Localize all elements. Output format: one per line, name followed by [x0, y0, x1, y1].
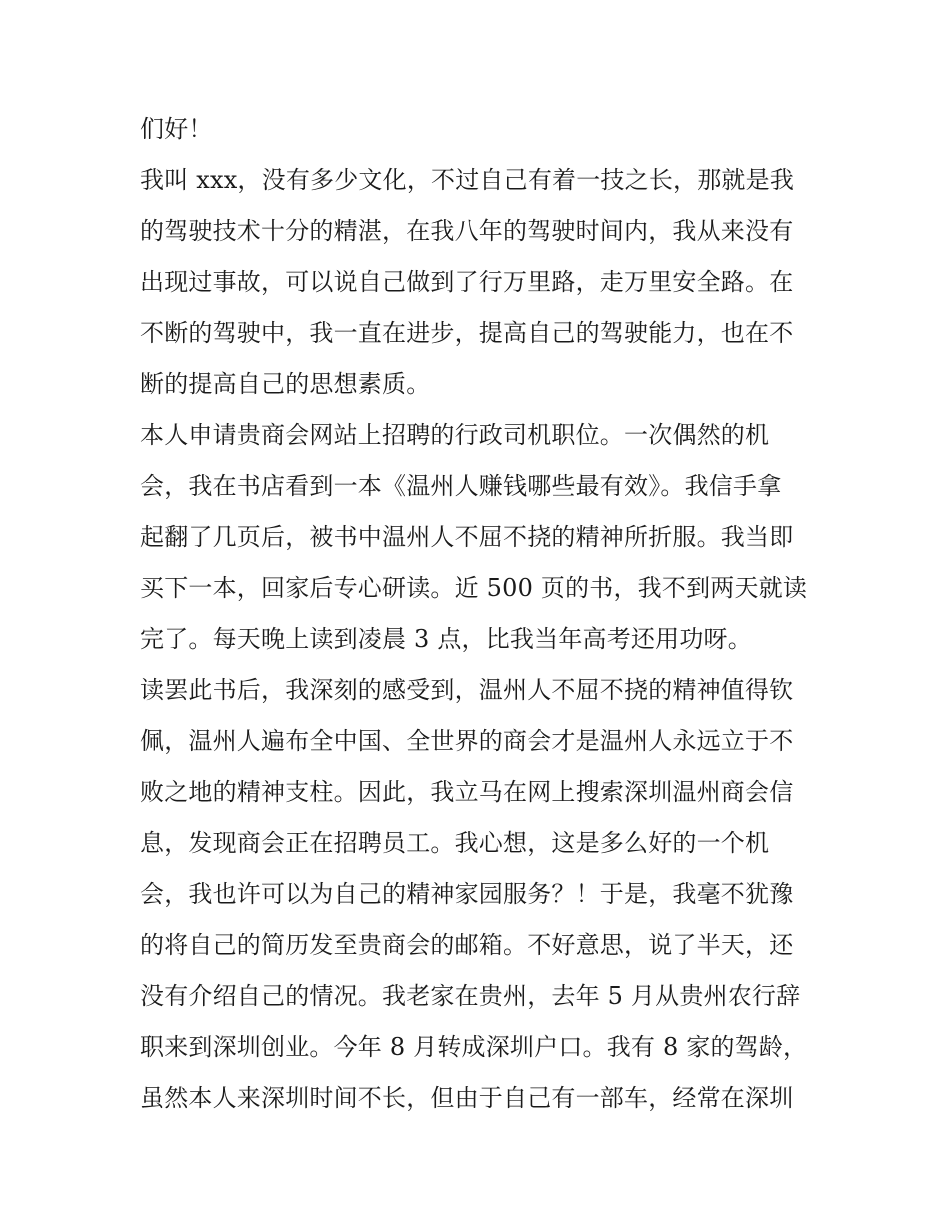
- text-line: 本人申请贵商会网站上招聘的行政司机职位。一次偶然的机: [140, 421, 770, 449]
- text-line: 读罢此书后，我深刻的感受到，温州人不屈不挠的精神值得钦: [140, 676, 794, 704]
- text-line: 会，我也许可以为自己的精神家园服务？！于是，我毫不犹豫: [140, 880, 794, 908]
- text-line: 完了。每天晚上读到凌晨 3 点，比我当年高考还用功呀。: [140, 625, 752, 653]
- text-line: 没有介绍自己的情况。我老家在贵州，去年 5 月从贵州农行辞: [140, 982, 801, 1010]
- text-line: 断的提高自己的思想素质。: [140, 370, 431, 398]
- text-line: 息，发现商会正在招聘员工。我心想，这是多么好的一个机: [140, 829, 770, 857]
- text-line: 我叫 xxx，没有多少文化，不过自己有着一技之长，那就是我: [140, 166, 795, 194]
- text-line: 们好！: [140, 115, 213, 143]
- text-line: 起翻了几页后，被书中温州人不屈不挠的精神所折服。我当即: [140, 523, 794, 551]
- text-line: 不断的驾驶中，我一直在进步，提高自己的驾驶能力，也在不: [140, 319, 794, 347]
- text-line: 买下一本，回家后专心研读。近 500 页的书，我不到两天就读: [140, 574, 808, 602]
- text-line: 会，我在书店看到一本《温州人赚钱哪些最有效》。我信手拿: [140, 472, 782, 500]
- text-line: 虽然本人来深圳时间不长，但由于自己有一部车，经常在深圳: [140, 1084, 794, 1112]
- text-line: 佩，温州人遍布全中国、全世界的商会才是温州人永远立于不: [140, 727, 794, 755]
- text-line: 败之地的精神支柱。因此，我立马在网上搜索深圳温州商会信: [140, 778, 794, 806]
- letter-body: [140, 104, 820, 1124]
- text-line: 职来到深圳创业。今年 8 月转成深圳户口。我有 8 家的驾龄，: [140, 1033, 808, 1061]
- text-line: 的驾驶技术十分的精湛，在我八年的驾驶时间内，我从来没有: [140, 217, 794, 245]
- text-line: 出现过事故，可以说自己做到了行万里路，走万里安全路。在: [140, 268, 794, 296]
- text-line: 的将自己的简历发至贵商会的邮箱。不好意思，说了半天，还: [140, 931, 794, 959]
